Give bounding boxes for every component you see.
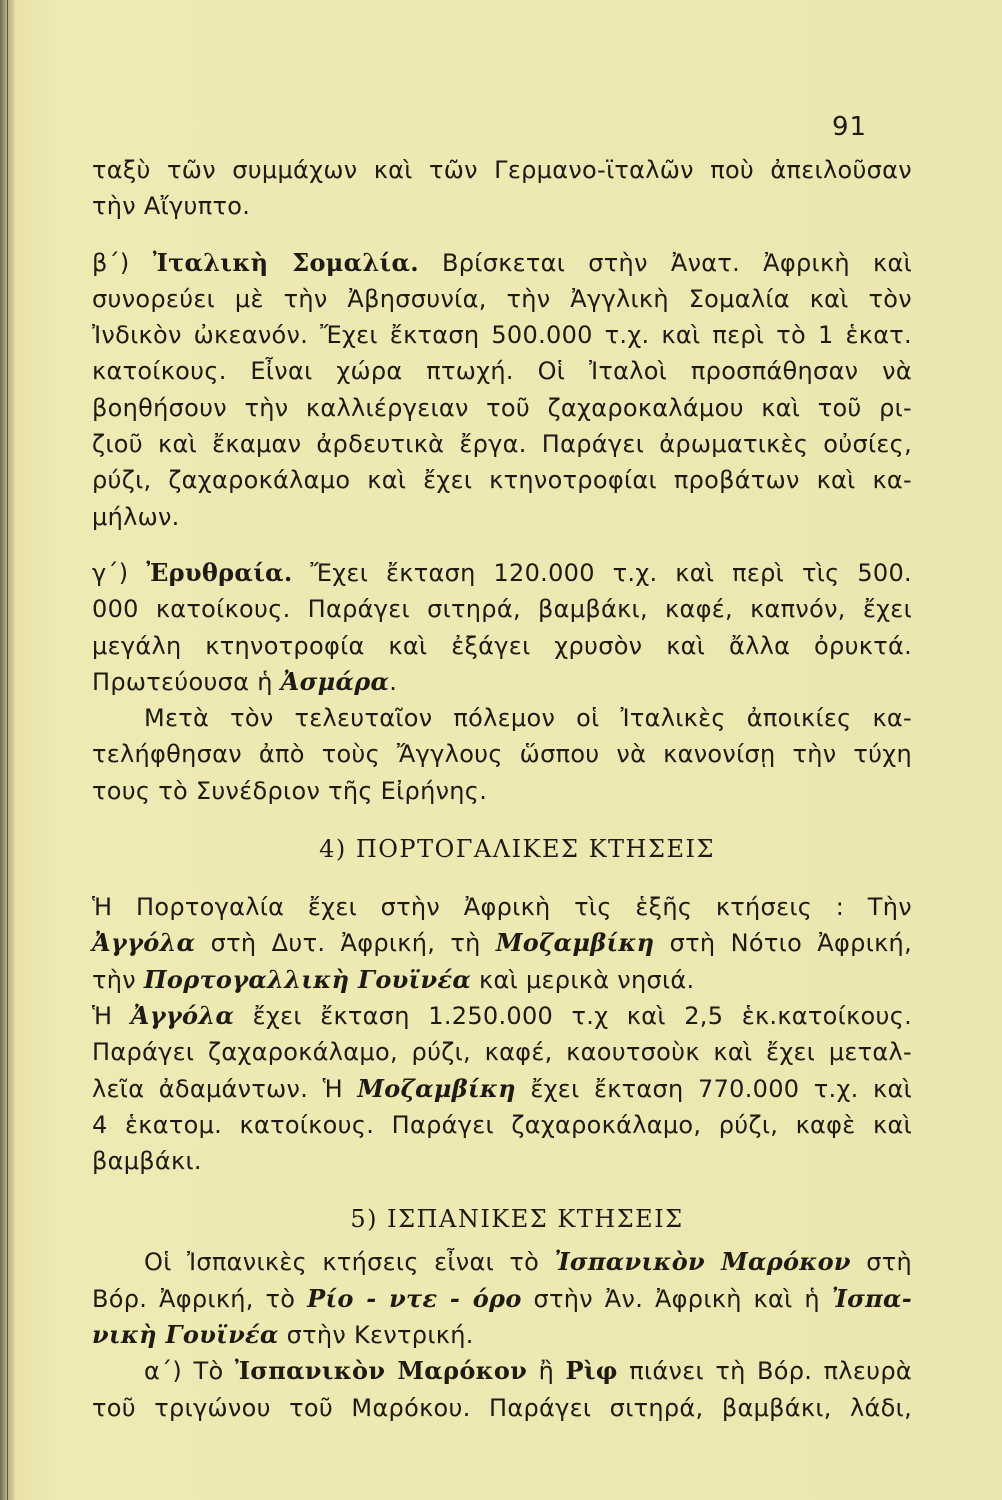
text-line: Ἡ Ἀγγόλα ἔχει ἔκταση 1.250.000 τ.χ καὶ 2,5 ἑκ.κατοίκους. xyxy=(92,1000,913,1030)
text-line: 000 κατοίκους. Παράγει σιτηρά, βαμβάκι, καφέ, καπνόν, ἔχει xyxy=(92,595,912,624)
text-line: ζιοῦ καὶ ἔκαμαν ἀρδευτικὰ ἔργα. Παράγει ἀρωματικὲς οὐσίες, xyxy=(92,430,912,459)
section-label: γ΄) xyxy=(92,558,129,587)
text-line: Πρωτεύουσα ἡ Ἀσμάρα. xyxy=(92,666,398,696)
text-line: μήλων. xyxy=(92,502,180,531)
text-line: 4 ἑκατομ. κατοίκους. Παράγει ζαχαροκάλαμο, ρύζι, καφὲ καὶ xyxy=(92,1110,912,1139)
text-line: λεῖα ἀδαμάντων. Ἡ Μοζαμβίκη ἔχει ἔκταση 770.000 τ.χ. καὶ xyxy=(92,1073,912,1103)
text-line: τὴν Πορτογαλλικὴ Γουϊνέα καὶ μερικὰ νησιά. xyxy=(92,964,695,994)
page-number: 91 xyxy=(832,112,868,142)
text-line: κατοίκους. Εἶναι χώρα πτωχή. Οἱ Ἰταλοὶ προσπάθησαν νὰ xyxy=(92,357,912,386)
text-line: α΄) Τὸ Ἰσπανικὸν Μαρόκον ἢ Ρὶφ πιάνει τὴ Βόρ. πλευρὰ xyxy=(144,1356,913,1386)
text-line: τὴν Αἴγυπτο. xyxy=(92,192,251,221)
text-line: Ἡ Πορτογαλία ἔχει στὴν Ἀφρικὴ τὶς ἑξῆς κτήσεις : Τὴν xyxy=(92,893,912,922)
text-line: τοῦ τριγώνου τοῦ Μαρόκου. Παράγει σιτηρά, βαμβάκι, λάδι, xyxy=(92,1393,912,1422)
section-heading: 4) ΠΟΡΤΟΓΑΛΙΚΕΣ ΚΤΗΣΕΙΣ xyxy=(319,835,715,864)
page-body xyxy=(92,152,912,1426)
text-line: Ἀγγόλα στὴ Δυτ. Ἀφρική, τὴ Μοζαμβίκη στὴ Νότιο Ἀφρική, xyxy=(92,928,913,958)
section-title: Ἐρυθραία. xyxy=(146,557,293,587)
text-line: Βόρ. Ἀφρική, τὸ Ρίο - ντε - όρο στὴν Ἀν. Ἀφρικὴ καὶ ἡ Ἰσπα- xyxy=(92,1283,913,1313)
section-label: β΄) xyxy=(92,248,130,277)
text-line: βαμβάκι. xyxy=(92,1147,202,1176)
text-line: β΄) Ἰταλικὴ Σομαλία. Βρίσκεται στὴν Ἀνατ. Ἀφρικὴ καὶ xyxy=(92,247,912,277)
text-line: γ΄) Ἐρυθραία. Ἔχει ἔκταση 120.000 τ.χ. καὶ περὶ τὶς 500. xyxy=(92,557,912,587)
text-line: Μετὰ τὸν τελευταῖον πόλεμον οἱ Ἰταλικὲς ἀποικίες κα- xyxy=(144,704,912,733)
text-line: βοηθήσουν τὴν καλλιέργειαν τοῦ ζαχαροκαλάμου καὶ τοῦ ρι- xyxy=(92,393,912,422)
spine-edge xyxy=(7,0,8,1500)
text-line: τους τὸ Συνέδριον τῆς Εἰρήνης. xyxy=(92,776,488,805)
text-line: ταξὺ τῶν συμμάχων καὶ τῶν Γερμανο-ϊταλῶν ποὺ ἀπειλοῦσαν xyxy=(92,156,912,184)
text-line: μεγάλη κτηνοτροφία καὶ ἐξάγει χρυσὸν καὶ ἄλλα ὀρυκτά. xyxy=(92,631,912,660)
text-line: συνορεύει μὲ τὴν Ἀβησσυνία, τὴν Ἀγγλικὴ Σομαλία καὶ τὸν xyxy=(92,284,912,313)
text-line: τελήφθησαν ἀπὸ τοὺς Ἄγγλους ὥσπου νὰ κανονίσῃ τὴν τύχη xyxy=(92,740,912,769)
text-line: ρύζι, ζαχαροκάλαμο καὶ ἔχει κτηνοτροφίαι προβάτων καὶ κα- xyxy=(92,466,912,495)
section-title: Ἰταλικὴ Σομαλία. xyxy=(152,247,419,277)
text-line: Παράγει ζαχαροκάλαμο, ρύζι, καφέ, καουτσοὺκ καὶ ἔχει μεταλ- xyxy=(92,1038,912,1067)
section-heading: 5) ΙΣΠΑΝΙΚΕΣ ΚΤΗΣΕΙΣ xyxy=(350,1205,684,1234)
text-line: νικὴ Γουϊνέα στὴν Κεντρική. xyxy=(92,1320,474,1350)
text-line: Ἰνδικὸν ὠκεανόν. Ἔχει ἔκταση 500.000 τ.χ. καὶ περὶ τὸ 1 ἑκατ. xyxy=(92,321,912,350)
text-line: Οἱ Ἰσπανικὲς κτήσεις εἶναι τὸ Ἰσπανικὸν Μαρόκον στὴ xyxy=(144,1247,912,1277)
